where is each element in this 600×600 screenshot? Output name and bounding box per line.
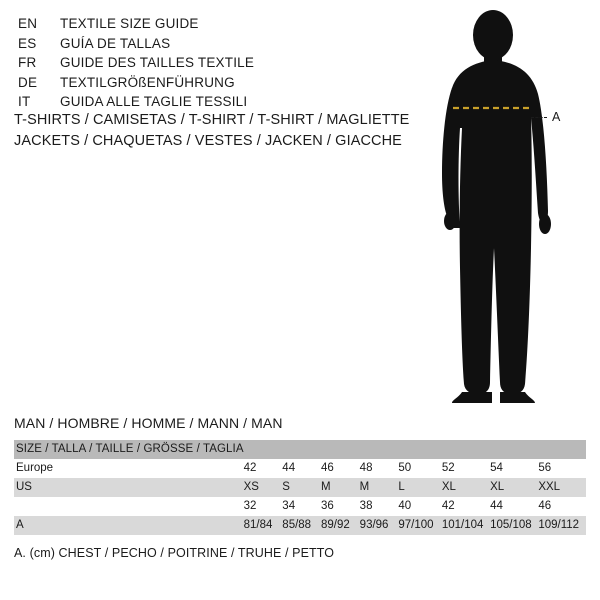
table-cell: 50 [398, 459, 441, 478]
language-text: TEXTILE SIZE GUIDE [60, 16, 199, 31]
language-code: ES [18, 35, 37, 51]
table-cell: XXL [538, 478, 586, 497]
table-cell: 38 [360, 497, 399, 516]
table-cell: 109/112 [538, 516, 586, 535]
language-code: EN [18, 16, 38, 31]
size-table [14, 440, 586, 535]
language-list [18, 14, 398, 112]
table-cell: 89/92 [321, 516, 360, 535]
row-label [14, 497, 244, 516]
table-row [14, 497, 586, 516]
table-cell: 46 [538, 497, 586, 516]
language-row [18, 53, 398, 73]
table-cell: S [282, 478, 321, 497]
table-cell: 52 [442, 459, 490, 478]
table-cell: XL [490, 478, 538, 497]
language-code: DE [18, 74, 38, 90]
language-code: FR [18, 55, 37, 70]
language-text: TEXTILGRÖßENFÜHRUNG [60, 74, 235, 90]
language-row [18, 14, 398, 34]
garment-type-jackets: JACKETS / CHAQUETAS / VESTES / JACKEN / GIACCHE [14, 133, 402, 149]
table-cell: XL [442, 478, 490, 497]
language-code: IT [18, 94, 31, 109]
table-cell: 44 [282, 459, 321, 478]
table-row [14, 459, 586, 478]
table-row [14, 516, 586, 535]
measure-label-a: A [552, 110, 561, 124]
language-row [18, 92, 398, 112]
table-cell: 93/96 [360, 516, 399, 535]
garment-type-list [14, 110, 414, 152]
table-cell: XS [244, 478, 283, 497]
male-silhouette-figure [400, 8, 600, 408]
table-cell: 97/100 [398, 516, 441, 535]
silhouette-svg [400, 8, 600, 408]
language-text: GUIDA ALLE TAGLIE TESSILI [60, 94, 248, 109]
table-cell: 32 [244, 497, 283, 516]
table-cell: 101/104 [442, 516, 490, 535]
row-label: A [14, 516, 244, 535]
table-cell: 48 [360, 459, 399, 478]
table-cell: 44 [490, 497, 538, 516]
table-header-row [14, 440, 586, 459]
footer-note-chest: A. (cm) CHEST / PECHO / POITRINE / TRUHE / PETTO [14, 546, 335, 560]
language-text: GUIDE DES TAILLES TEXTILE [60, 55, 255, 70]
measure-leader-line [531, 117, 547, 118]
table-cell: 56 [538, 459, 586, 478]
table-cell: L [398, 478, 441, 497]
table-header-label: SIZE / TALLA / TAILLE / GRÖSSE / TAGLIA [14, 440, 244, 459]
language-text: GUÍA DE TALLAS [60, 35, 171, 51]
table-cell: 46 [321, 459, 360, 478]
table-heading-man: MAN / HOMBRE / HOMME / MANN / MAN [14, 415, 283, 431]
table-cell: M [321, 478, 360, 497]
table-cell: 40 [398, 497, 441, 516]
row-label: Europe [14, 459, 244, 478]
garment-type-tshirts: T-SHIRTS / CAMISETAS / T-SHIRT / T-SHIRT / MAGLIETTE [14, 112, 410, 128]
table-cell: 36 [321, 497, 360, 516]
language-row [18, 34, 398, 54]
table-cell: 85/88 [282, 516, 321, 535]
language-row [18, 73, 398, 93]
table-cell: 42 [442, 497, 490, 516]
row-label: US [14, 478, 244, 497]
table-cell: 42 [244, 459, 283, 478]
table-cell: M [360, 478, 399, 497]
table-row [14, 478, 586, 497]
table-cell: 81/84 [244, 516, 283, 535]
table-cell: 54 [490, 459, 538, 478]
table-cell: 34 [282, 497, 321, 516]
table-cell: 105/108 [490, 516, 538, 535]
